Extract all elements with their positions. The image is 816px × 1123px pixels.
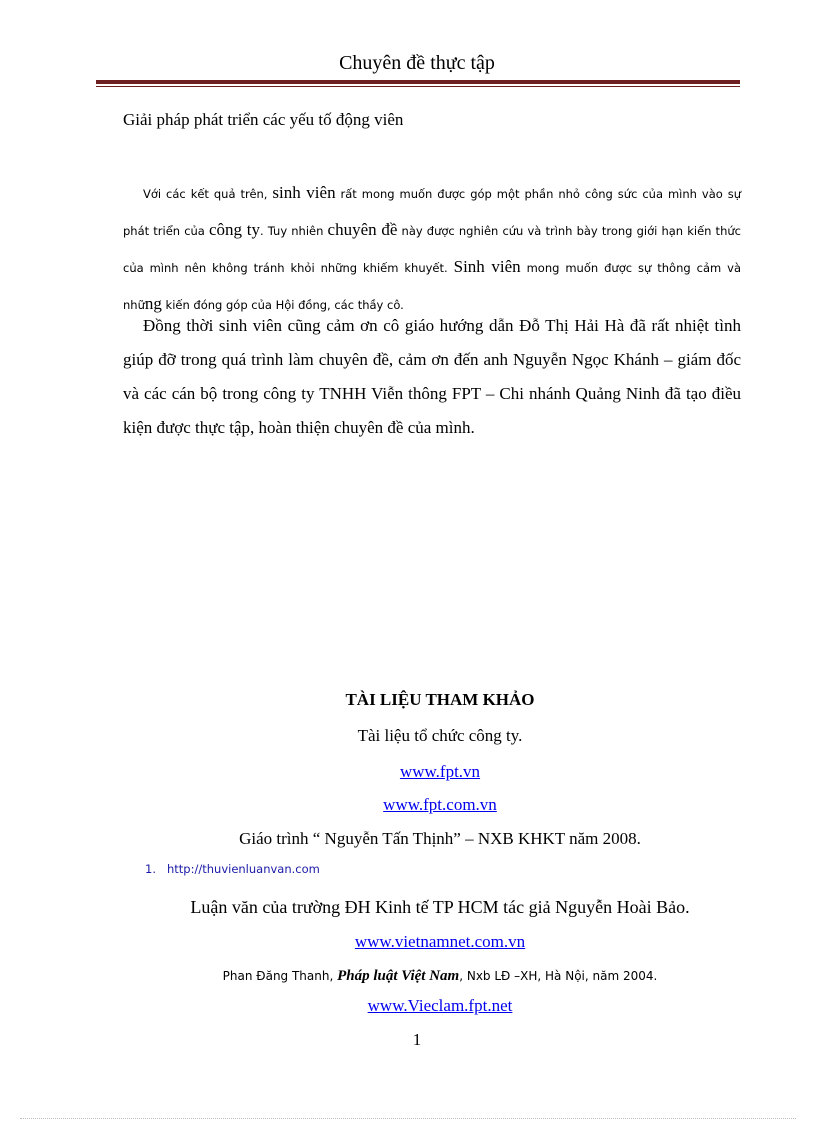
header-rule-thin bbox=[96, 86, 740, 87]
reference-item bbox=[0, 932, 816, 952]
page-number: 1 bbox=[412, 1030, 422, 1049]
paragraph-1 bbox=[123, 175, 741, 323]
p1-text-6: kiến đóng góp của Hội đồng, các thầy cô. bbox=[161, 298, 404, 312]
p1-text-5: mong muốn được sự thông cảm và nhữ bbox=[123, 261, 741, 312]
reference-item bbox=[0, 762, 816, 782]
paragraph-2: Đồng thời sinh viên cũng cảm ơn cô giáo hướng dẫn Đỗ Thị Hải Hà đã rất nhiệt tình giúp đỡ trong quá trình làm chuyên đề, cảm ơn đến anh Nguyễn Ngọc Khánh – giám đốc và các cán bộ trong công ty TNHH Viễn thông FPT – Chi nhánh Quảng Ninh đã tạo điều kiện được thực tập, hoàn thiện chuyên đề của mình. bbox=[123, 316, 741, 437]
reference-link[interactable]: http://thuvienluanvan.com bbox=[167, 862, 320, 876]
list-number: 1. bbox=[145, 862, 156, 876]
page-bottom-border bbox=[20, 1118, 796, 1119]
p1-emph-2: công ty bbox=[208, 220, 260, 239]
p1-emph-3: chuyên đề bbox=[327, 220, 398, 239]
p1-text-3: . Tuy nhiên bbox=[259, 224, 328, 238]
header-rule bbox=[96, 80, 740, 84]
reference-item bbox=[0, 795, 816, 815]
reference-link[interactable]: www.fpt.vn bbox=[399, 762, 481, 781]
references-title: TÀI LIỆU THAM KHẢO bbox=[345, 690, 535, 709]
reference-link[interactable]: www.vietnamnet.com.vn bbox=[354, 932, 526, 951]
header-title: Chuyên đề thực tập bbox=[339, 52, 495, 74]
reference-item: Tài liệu tổ chức công ty. bbox=[357, 726, 523, 745]
p1-text-4: này được nghiên cứu và trình bày trong giới hạn kiến thức của mình nên không tránh khỏi những khiếm khuyết. bbox=[123, 224, 741, 275]
reference-link[interactable]: www.fpt.com.vn bbox=[383, 795, 497, 814]
reference-numbered-item bbox=[145, 862, 320, 876]
p1-text-2: rất mong muốn được góp một phần nhỏ công sức của mình vào sự phát triển của bbox=[123, 187, 742, 238]
p1-emph-1: sinh viên bbox=[272, 183, 336, 202]
p1-emph-5: ng bbox=[144, 294, 162, 313]
p1-text-1: Với các kết quả trên, bbox=[143, 187, 273, 201]
p1-emph-4: Sinh viên bbox=[453, 257, 521, 276]
reference-item: Luận văn của trường ĐH Kinh tế TP HCM tác giả Nguyễn Hoài Bảo. bbox=[190, 897, 690, 917]
reference-book-title: Pháp luật Việt Nam bbox=[337, 968, 460, 984]
reference-link[interactable]: www.Vieclam.fpt.net bbox=[367, 996, 513, 1015]
reference-item bbox=[0, 965, 816, 985]
reference-item bbox=[0, 996, 816, 1016]
reference-item: Giáo trình “ Nguyễn Tấn Thịnh” – NXB KHKT năm 2008. bbox=[239, 829, 641, 848]
reference-publisher: , Nxb LĐ –XH, Hà Nội, năm 2004. bbox=[459, 969, 658, 983]
section-heading: Giải pháp phát triển các yếu tố động viên bbox=[123, 110, 404, 129]
reference-author: Phan Đăng Thanh, bbox=[222, 969, 338, 983]
